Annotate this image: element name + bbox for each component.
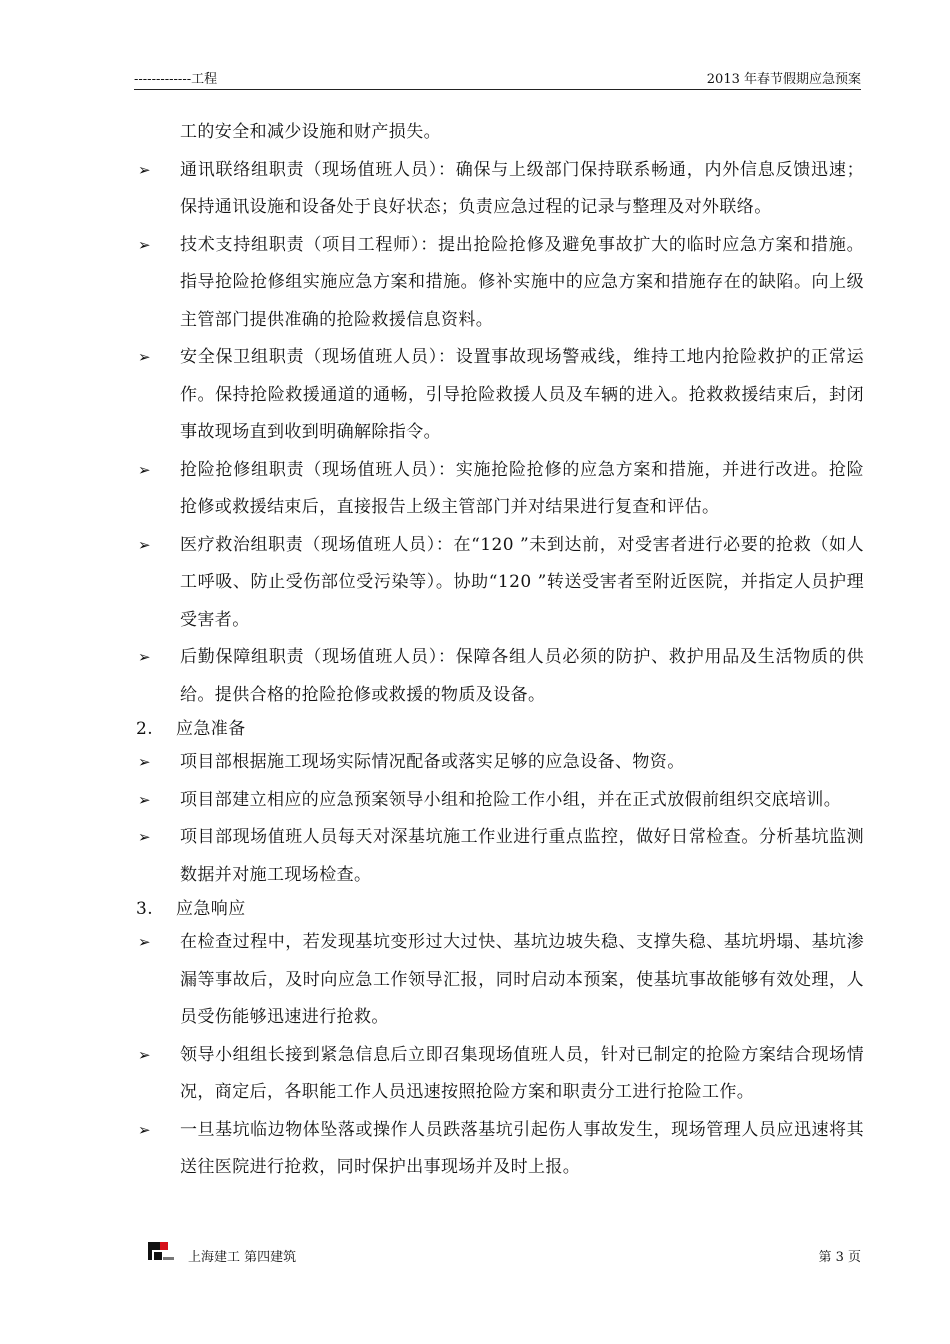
- list-item: [134, 819, 864, 894]
- list-item: [134, 152, 864, 227]
- list-item: [134, 1112, 864, 1187]
- list-item-text: 领导小组组长接到紧急信息后立即召集现场值班人员，针对已制定的抢险方案结合现场情况，商定后，各职能工作人员迅速按照抢险方案和职责分工进行抢险工作。: [180, 1044, 864, 1102]
- document-body: [134, 114, 864, 1187]
- section-number: 3.: [136, 899, 154, 919]
- list-item-text: 技术支持组职责（项目工程师）：提出抢险抢修及避免事故扩大的临时应急方案和措施。指导抢险抢修组实施应急方案和措施。修补实施中的应急方案和措施存在的缺陷。向上级主管部门提供准确的抢险救援信息资料。: [180, 234, 864, 330]
- list-item-text: 在检查过程中，若发现基坑变形过大过快、基坑边坡失稳、支撑失稳、基坑坍塌、基坑渗漏等事故后，及时向应急工作领导汇报，同时启动本预案，使基坑事故能够有效处理，人员受伤能够迅速进行抢救。: [180, 932, 864, 1027]
- list-item: [134, 639, 864, 714]
- section-heading: [134, 894, 864, 924]
- list-item-text: 安全保卫组职责（现场值班人员）：设置事故现场警戒线，维持工地内抢险救护的正常运作。保持抢险救援通道的通畅，引导抢险救援人员及车辆的进入。抢救救援结束后，封闭事故现场直到收到明确解除指令。: [180, 347, 864, 442]
- arrow-bullet-icon: ➢: [138, 828, 151, 846]
- arrow-bullet-icon: ➢: [138, 1120, 151, 1139]
- list-item: [134, 924, 864, 1037]
- arrow-bullet-icon: ➢: [138, 460, 151, 479]
- company-logo-icon: [146, 1238, 176, 1264]
- logo-red-shape: [160, 1242, 168, 1250]
- header-rule: [134, 89, 861, 90]
- arrow-bullet-icon: ➢: [138, 648, 151, 666]
- list-item-text: 医疗救治组职责（现场值班人员）：在“120 ”未到达前，对受害者进行必要的抢救（如人工呼吸、防止受伤部位受污染等）。协助“120 ”转送受害者至附近医院，并指定人员护理受害者。: [180, 534, 864, 630]
- continued-paragraph: [134, 114, 864, 152]
- arrow-bullet-icon: ➢: [138, 348, 151, 366]
- section-title: 应急准备: [176, 719, 246, 739]
- list-item: [134, 1037, 864, 1112]
- list-item: [134, 227, 864, 340]
- arrow-bullet-icon: ➢: [138, 1045, 151, 1064]
- list-item-text: 抢险抢修组职责（现场值班人员）：实施抢险抢修的应急方案和措施，并进行改进。抢险抢修或救援结束后，直接报告上级主管部门并对结果进行复查和评估。: [180, 459, 864, 517]
- list-item: [134, 744, 864, 782]
- list-item: [134, 782, 864, 820]
- list-item-text: 后勤保障组职责（现场值班人员）：保障各组人员必须的防护、救护用品及生活物质的供给。提供合格的抢险抢修或救援的物质及设备。: [180, 647, 864, 705]
- arrow-bullet-icon: ➢: [138, 933, 151, 951]
- footer-company-name: 上海建工 第四建筑: [188, 1250, 297, 1265]
- list-item-text: 项目部根据施工现场实际情况配备或落实足够的应急设备、物资。: [180, 752, 685, 772]
- page-footer: [146, 1236, 861, 1266]
- arrow-bullet-icon: ➢: [138, 535, 151, 554]
- list-item: [134, 527, 864, 640]
- list-item-text: 项目部现场值班人员每天对深基坑施工作业进行重点监控，做好日常检查。分析基坑监测数据并对施工现场检查。: [180, 827, 864, 885]
- header-document-title: 2013 年春节假期应急预案: [706, 72, 861, 87]
- page-header: [134, 70, 861, 90]
- list-item: [134, 452, 864, 527]
- section-number: 2.: [136, 719, 154, 739]
- arrow-bullet-icon: ➢: [138, 790, 151, 809]
- logo-dark-block: [154, 1252, 162, 1260]
- arrow-bullet-icon: ➢: [138, 753, 151, 771]
- paragraph-text: 工的安全和减少设施和财产损失。: [180, 122, 441, 142]
- arrow-bullet-icon: ➢: [138, 160, 151, 179]
- arrow-bullet-icon: ➢: [138, 235, 151, 254]
- list-item-text: 通讯联络组职责（现场值班人员）：确保与上级部门保持联系畅通，内外信息反馈迅速；保持通讯设施和设备处于良好状态；负责应急过程的记录与整理及对外联络。: [180, 159, 864, 217]
- list-item-text: 项目部建立相应的应急预案领导小组和抢险工作小组，并在正式放假前组织交底培训。: [180, 789, 842, 810]
- list-item-text: 一旦基坑临边物体坠落或操作人员跌落基坑引起伤人事故发生，现场管理人员应迅速将其送往医院进行抢救，同时保护出事现场并及时上报。: [180, 1119, 864, 1177]
- footer-page-number: 第 3 页: [818, 1250, 861, 1265]
- section-title: 应急响应: [176, 899, 246, 919]
- list-item: [134, 339, 864, 452]
- section-heading: [134, 714, 864, 744]
- header-project-name: -------------工程: [134, 72, 218, 87]
